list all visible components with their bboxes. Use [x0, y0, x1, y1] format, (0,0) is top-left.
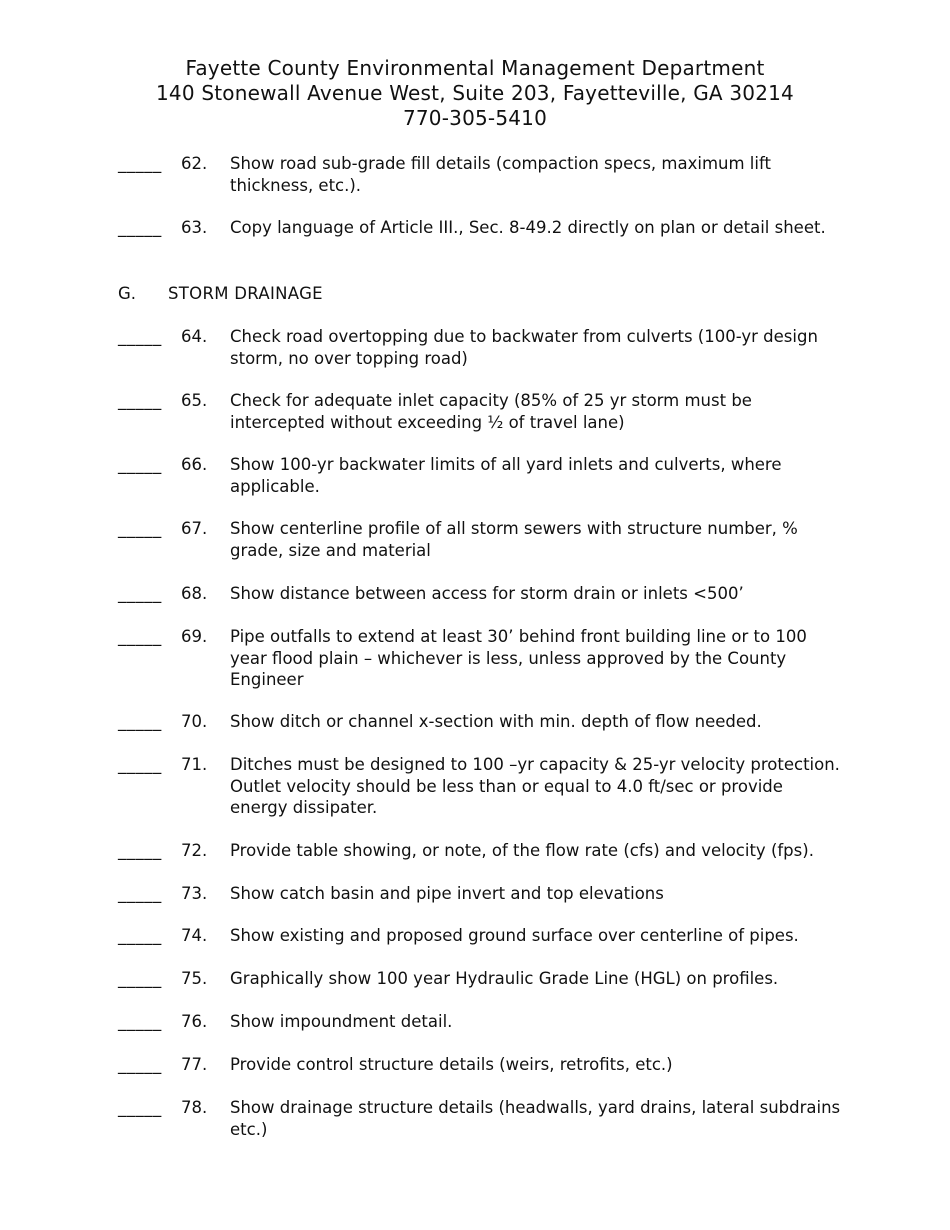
- item-number: 72.: [181, 841, 208, 860]
- item-number: 64.: [181, 327, 208, 346]
- checkbox-blank: _____: [118, 841, 162, 860]
- checkbox-blank: _____: [118, 519, 162, 538]
- item-number: 66.: [181, 455, 208, 474]
- item-number: 77.: [181, 1055, 208, 1074]
- item-number: 68.: [181, 584, 208, 603]
- item-text: Check for adequate inlet capacity (85% of 25 yr storm must be intercepted without exceeding ½ of travel lane): [230, 391, 752, 432]
- item-text: Provide control structure details (weirs, retrofits, etc.): [230, 1055, 673, 1074]
- department-phone: 770-305-5410: [402, 106, 548, 130]
- department-address: 140 Stonewall Avenue West, Suite 203, Fayetteville, GA 30214: [156, 81, 794, 105]
- item-text: Show impoundment detail.: [230, 1012, 453, 1031]
- checkbox-blank: _____: [118, 627, 162, 646]
- item-number: 63.: [181, 218, 208, 237]
- checkbox-blank: _____: [118, 712, 162, 731]
- item-number: 69.: [181, 627, 208, 646]
- checkbox-blank: _____: [118, 884, 162, 903]
- section-letter: G.: [118, 284, 137, 303]
- checkbox-blank: _____: [118, 327, 162, 346]
- item-text: Show distance between access for storm drain or inlets <500’: [230, 584, 744, 603]
- checkbox-blank: _____: [118, 926, 162, 945]
- section-title: STORM DRAINAGE: [168, 284, 323, 303]
- checkbox-blank: _____: [118, 969, 162, 988]
- checkbox-blank: _____: [118, 391, 162, 410]
- item-text: Show centerline profile of all storm sewers with structure number, % grade, size and material: [230, 519, 798, 560]
- item-text: Show ditch or channel x-section with min. depth of flow needed.: [230, 712, 762, 731]
- checkbox-blank: _____: [118, 1098, 162, 1117]
- item-number: 71.: [181, 755, 208, 774]
- item-text: Provide table showing, or note, of the flow rate (cfs) and velocity (fps).: [230, 841, 814, 860]
- item-number: 73.: [181, 884, 208, 903]
- item-text: Copy language of Article III., Sec. 8-49.2 directly on plan or detail sheet.: [230, 218, 826, 237]
- checkbox-blank: _____: [118, 1055, 162, 1074]
- item-number: 62.: [181, 154, 208, 173]
- item-text: Pipe outfalls to extend at least 30’ behind front building line or to 100 year flood plain – whichever is less, unless approved by the County Engineer: [230, 627, 807, 689]
- item-number: 75.: [181, 969, 208, 988]
- item-number: 67.: [181, 519, 208, 538]
- item-text: Show existing and proposed ground surface over centerline of pipes.: [230, 926, 799, 945]
- item-text: Ditches must be designed to 100 –yr capacity & 25-yr velocity protection. Outlet velocity should be less than or equal to 4.0 ft/sec or provide energy dissipater.: [230, 755, 840, 817]
- checkbox-blank: _____: [118, 755, 162, 774]
- checkbox-blank: _____: [118, 455, 162, 474]
- checkbox-blank: _____: [118, 154, 162, 173]
- item-text: Show catch basin and pipe invert and top elevations: [230, 884, 664, 903]
- item-number: 70.: [181, 712, 208, 731]
- item-number: 65.: [181, 391, 208, 410]
- page-header: [0, 56, 950, 131]
- item-text: Show drainage structure details (headwalls, yard drains, lateral subdrains etc.): [230, 1098, 841, 1139]
- item-text: Graphically show 100 year Hydraulic Grade Line (HGL) on profiles.: [230, 969, 779, 988]
- checkbox-blank: _____: [118, 1012, 162, 1031]
- department-name: Fayette County Environmental Management Department: [185, 56, 765, 80]
- item-number: 78.: [181, 1098, 208, 1117]
- item-text: Check road overtopping due to backwater from culverts (100-yr design storm, no over topping road): [230, 327, 818, 368]
- item-text: Show 100-yr backwater limits of all yard inlets and culverts, where applicable.: [230, 455, 782, 496]
- item-text: Show road sub-grade fill details (compaction specs, maximum lift thickness, etc.).: [230, 154, 771, 195]
- checkbox-blank: _____: [118, 218, 162, 237]
- item-number: 76.: [181, 1012, 208, 1031]
- item-number: 74.: [181, 926, 208, 945]
- checkbox-blank: _____: [118, 584, 162, 603]
